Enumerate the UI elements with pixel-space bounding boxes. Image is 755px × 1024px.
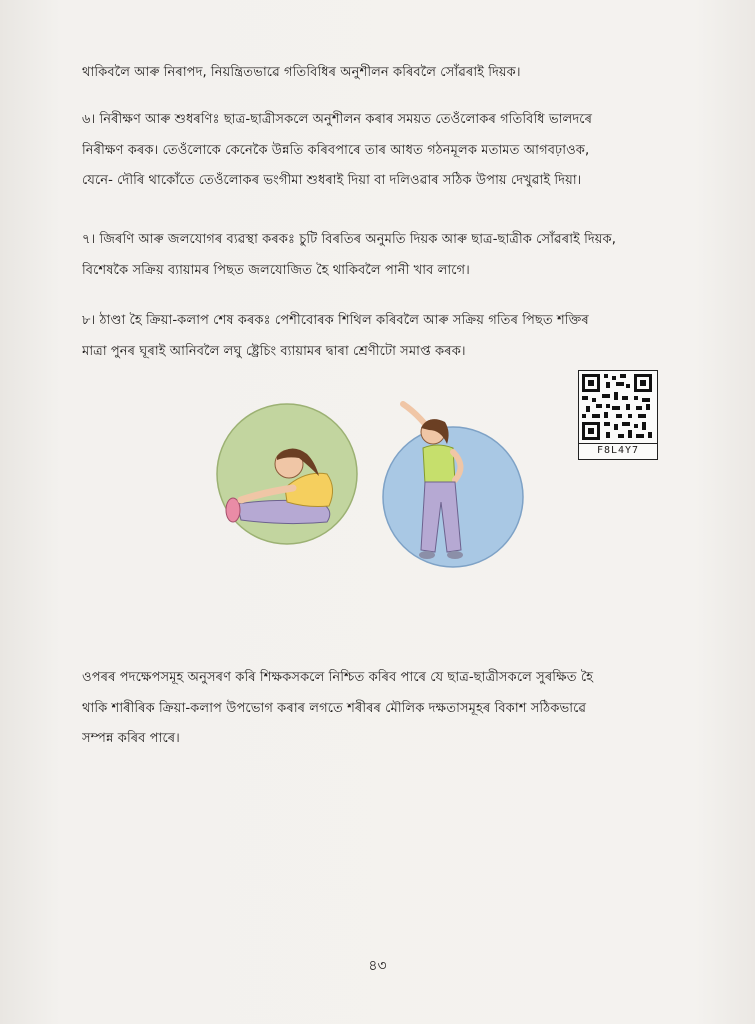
page-number: ৪৩ [368, 958, 387, 974]
text-line: নিৰীক্ষণ কৰক। তেওঁলোকে কেনেকৈ উন্নতি কৰিবপাৰে তাৰ আধত গঠনমূলক মতামত আগবঢ়াওক, [82, 142, 590, 158]
text-line: ৮। ঠাণ্ডা হৈ ক্ৰিয়া-কলাপ শেষ কৰকঃ পেশীবোৰক শিথিল কৰিবলৈ আৰু সক্ৰিয় গতিৰ পিছত শক্তিৰ [82, 313, 589, 328]
paragraph-continuation [82, 58, 682, 89]
text-line: বিশেষকৈ সক্ৰিয় ব্যায়ামৰ পিছত জলযোজিত হৈ থাকিবলৈ পানী খাব লাগে। [82, 262, 470, 278]
text-line: ওপৰৰ পদক্ষেপসমূহ অনুসৰণ কৰি শিক্ষকসকলে নিশ্চিত কৰিব পাৰে যে ছাত্ৰ-ছাত্ৰীসকলে সুৰক্ষিত হৈ [82, 670, 594, 685]
list-item-6 [82, 105, 682, 197]
qr-code [578, 370, 658, 460]
text-line: ৬। নিৰীক্ষণ আৰু শুধৰণিঃ ছাত্ৰ-ছাত্ৰীসকলে অনুশীলন কৰাৰ সময়ত তেওঁলোকৰ গতিবিধি ভালদৰে [82, 112, 593, 127]
text-line: মাত্ৰা পুনৰ ঘূৰাই আনিবলৈ লঘু ষ্ট্ৰেচিং ব্যায়ামৰ দ্বাৰা শ্ৰেণীটো সমাপ্ত কৰক। [82, 343, 466, 359]
list-item-7 [82, 225, 682, 286]
qr-code-label: F8L4Y7 [579, 443, 657, 458]
text-line: সম্পন্ন কৰিব পাৰে। [82, 731, 180, 746]
stretching-illustration [215, 392, 530, 577]
text-line: যেনে- দৌৰি থাকোঁতে তেওঁলোকৰ ভংগীমা শুধৰাই দিয়া বা দলিওৱাৰ সঠিক উপায় দেখুৱাই দিয়া। [82, 173, 582, 188]
list-item-8 [82, 306, 682, 367]
text-line: থাকিবলৈ আৰু নিৰাপদ, নিয়ন্ত্ৰিতভাৱে গতিবিধিৰ অনুশীলন কৰিবলৈ সোঁৱৰাই দিয়ক। [82, 65, 521, 80]
qr-pattern-icon [582, 374, 652, 440]
seated-stretch-figure [217, 404, 357, 544]
text-line: ৭। জিৰণি আৰু জলযোগৰ ব্যৱস্থা কৰকঃ চুটি বিৰতিৰ অনুমতি দিয়ক আৰু ছাত্ৰ-ছাত্ৰীক সোঁৱৰাই দিয়ক, [82, 232, 616, 247]
text-line: থাকি শাৰীৰিক ক্ৰিয়া-কলাপ উপভোগ কৰাৰ লগতে শৰীৰৰ মৌলিক দক্ষতাসমূহৰ বিকাশ সঠিকভাৱে [82, 700, 587, 716]
side-bend-figure [383, 404, 523, 567]
closing-paragraph [82, 663, 682, 755]
